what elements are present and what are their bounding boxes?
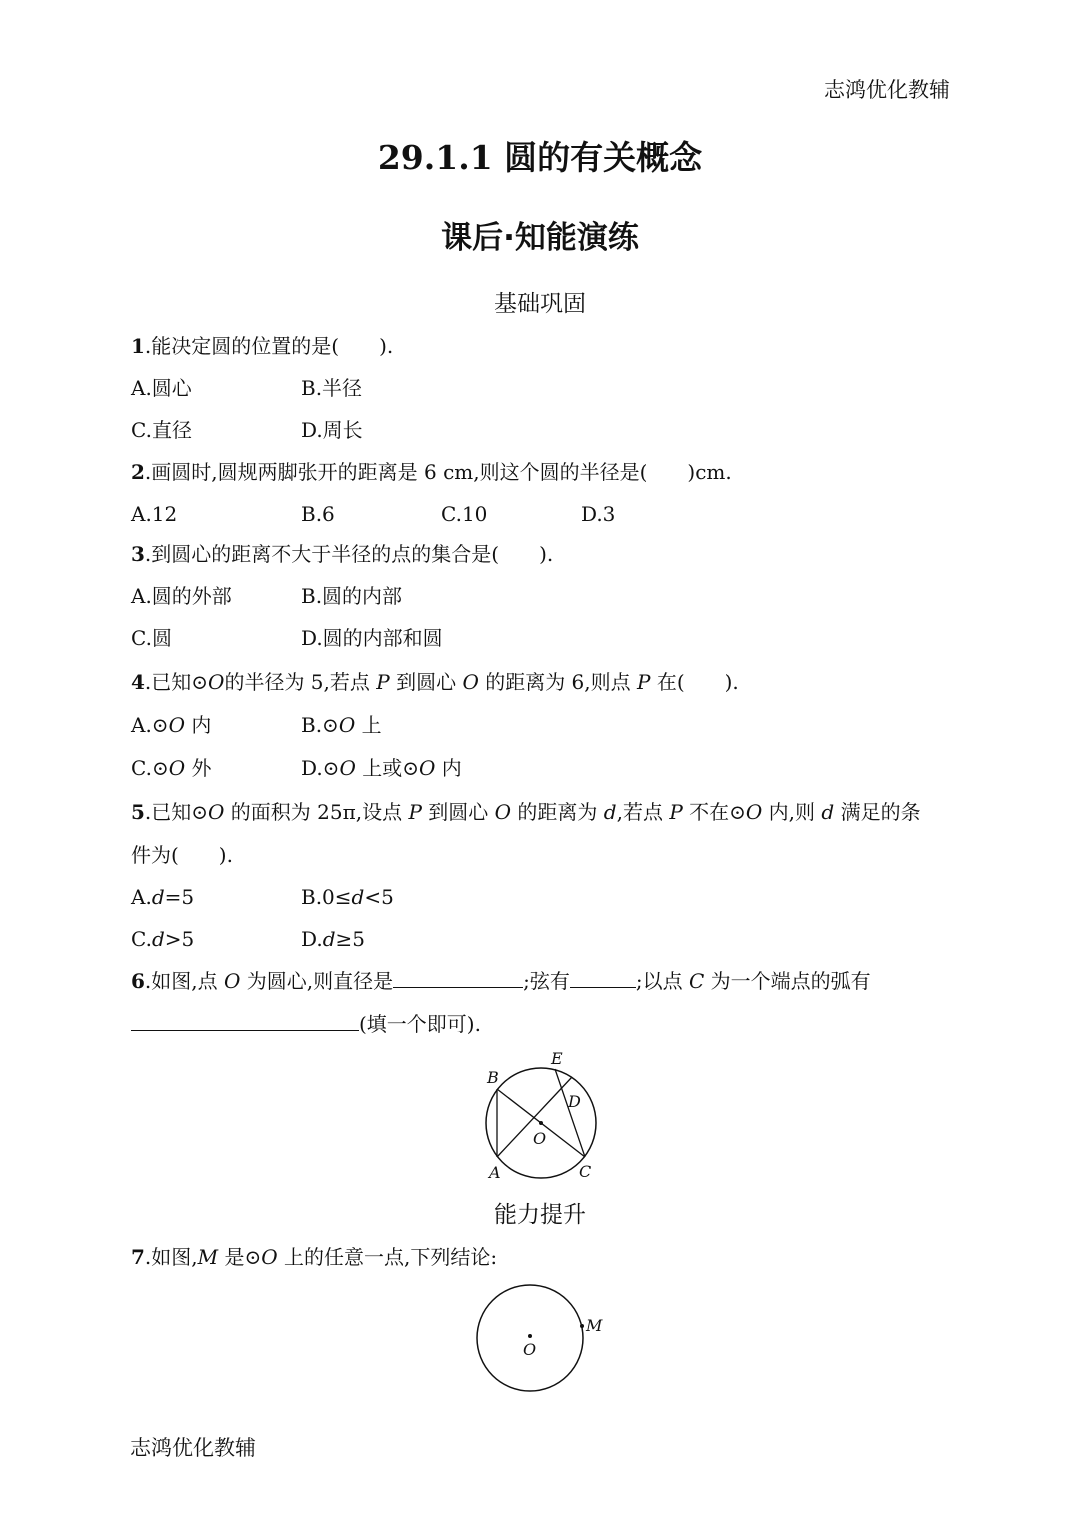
option-a: A.12 — [131, 502, 178, 526]
label-a: A — [489, 1163, 501, 1182]
label-o: O — [533, 1129, 547, 1148]
option-a: A.d=5 — [131, 885, 195, 909]
figure-circle-m — [470, 1280, 615, 1398]
question-7: 7.如图,M 是⊙O 上的任意一点,下列结论: — [131, 1245, 498, 1269]
question-5: 5.已知⊙O 的面积为 25π,设点 P 到圆心 O 的距离为 d,若点 P 不在⊙O 内,则 d 满足的条 — [131, 800, 921, 824]
label-m: M — [586, 1316, 603, 1335]
answer-blank-arc[interactable] — [131, 1010, 359, 1031]
option-c: C.⊙O 外 — [131, 756, 212, 780]
question-2: 2.画圆时,圆规两脚张开的距离是 6 cm,则这个圆的半径是( )cm. — [131, 460, 732, 484]
header-brand: 志鸿优化教辅 — [824, 78, 950, 102]
label-e: E — [551, 1049, 563, 1068]
question-2-options — [131, 500, 615, 528]
question-5-options-row-1 — [131, 883, 394, 911]
label-o: O — [523, 1340, 537, 1359]
option-c: C.直径 — [131, 418, 192, 442]
option-a: A.⊙O 内 — [131, 713, 212, 737]
option-c: C.d>5 — [131, 927, 195, 951]
option-b: B.半径 — [301, 376, 363, 400]
option-b: B.6 — [301, 502, 335, 526]
option-d: D.⊙O 上或⊙O 内 — [301, 756, 462, 780]
question-3-options-row-2 — [131, 624, 443, 652]
question-1-options-row-1 — [131, 374, 362, 402]
option-a: A.圆心 — [131, 376, 192, 400]
question-4-options-row-1 — [131, 711, 382, 739]
label-b: B — [487, 1068, 499, 1087]
footer-brand: 志鸿优化教辅 — [130, 1436, 256, 1460]
question-6: 6.如图,点 O 为圆心,则直径是 ;弦有 ;以点 C 为一个端点的弧有 — [131, 969, 871, 993]
question-5-options-row-2 — [131, 925, 365, 953]
page-title: 29.1.1 圆的有关概念 — [377, 138, 703, 177]
option-b: B.0≤d<5 — [301, 885, 394, 909]
question-3: 3.到圆心的距离不大于半径的点的集合是( ). — [131, 542, 554, 566]
question-3-options-row-1 — [131, 582, 402, 610]
option-d: D.d≥5 — [301, 927, 365, 951]
label-d: D — [568, 1092, 581, 1111]
center-point — [528, 1334, 532, 1338]
answer-blank-chord[interactable] — [570, 967, 636, 988]
option-d: D.周长 — [301, 418, 363, 442]
question-1-options-row-2 — [131, 416, 363, 444]
question-1: 1.能决定圆的位置的是( ). — [131, 334, 394, 358]
page-subtitle: 课后·知能演练 — [441, 220, 639, 256]
center-point — [539, 1121, 543, 1125]
option-c: C.圆 — [131, 626, 172, 650]
answer-blank-diameter[interactable] — [393, 967, 523, 988]
question-4: 4.已知⊙O的半径为 5,若点 P 到圆心 O 的距离为 6,则点 P 在( ). — [131, 670, 739, 694]
option-b: B.圆的内部 — [301, 584, 403, 608]
option-a: A.圆的外部 — [131, 584, 232, 608]
section-basic: 基础巩固 — [494, 291, 586, 317]
option-c: C.10 — [441, 502, 488, 526]
point-m — [580, 1324, 584, 1328]
option-d: D.圆的内部和圆 — [301, 626, 443, 650]
chord-ec — [555, 1069, 585, 1157]
section-advanced: 能力提升 — [494, 1202, 586, 1228]
figure-circle-chords — [475, 1047, 610, 1187]
option-d: D.3 — [581, 502, 616, 526]
label-c: C — [579, 1162, 592, 1181]
question-4-options-row-2 — [131, 754, 462, 782]
option-b: B.⊙O 上 — [301, 713, 382, 737]
question-6-cont: (填一个即可). — [131, 1010, 481, 1038]
question-5-cont: 件为( ). — [131, 843, 233, 867]
